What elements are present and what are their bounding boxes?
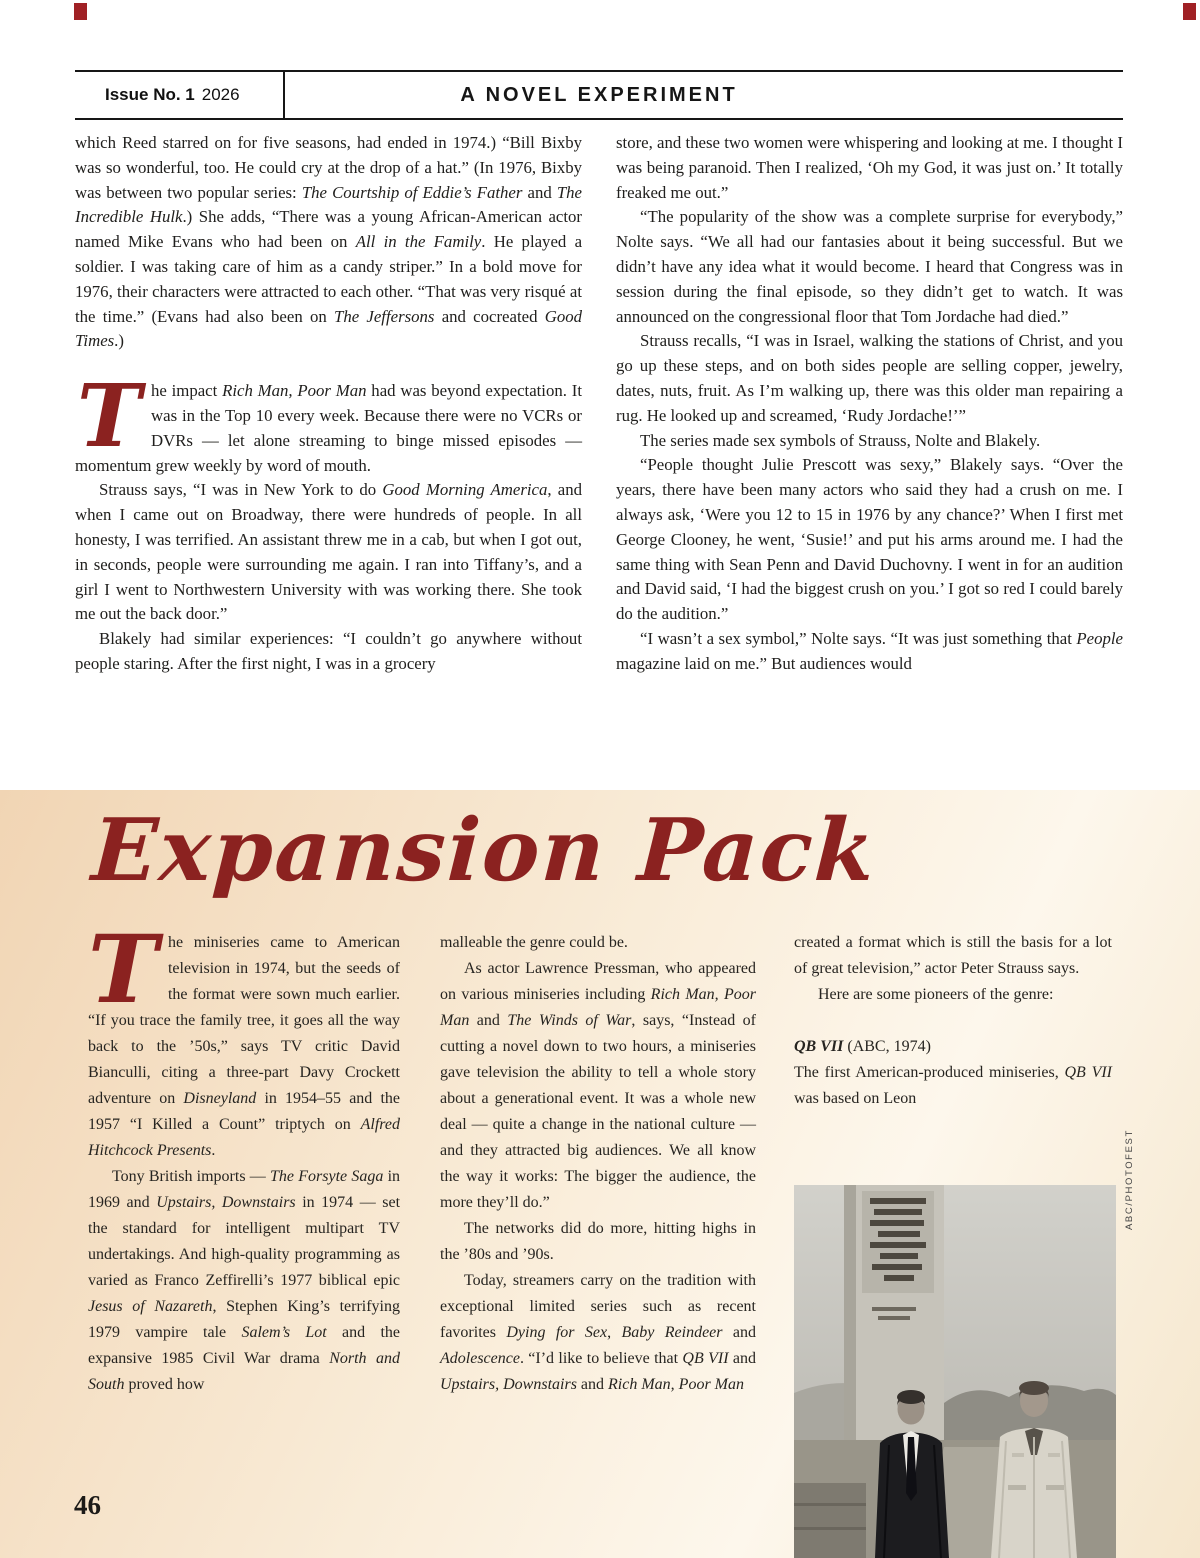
page-number: 46 xyxy=(74,1490,101,1520)
paragraph: “I wasn’t a sex symbol,” Nolte says. “It was just something that People magazine laid on me.” But audiences would xyxy=(616,628,1123,673)
paragraph: “People thought Julie Prescott was sexy,” Blakely says. “Over the years, there have been many actors who said they had a crush on me. I always ask, ‘Were you 12 to 15 in 1976 by any chance?’ When I first met George Clooney, he went, ‘Susie!’ and put his arms around me. I had the same thing with Sean Penn and David Duchovny. I went in for an audition and David said, ‘I had the biggest crush on you.’ I got so red I could barely do the audition.” xyxy=(616,455,1123,624)
section-title: A NOVEL EXPERIMENT xyxy=(460,83,738,106)
paragraph: QB VII (ABC, 1974) xyxy=(794,1038,931,1055)
issue-year: 2026 xyxy=(201,85,240,104)
paragraph: As actor Lawrence Pressman, who appeared on various miniseries including Rich Man, Poor Man and The Winds of War, says, “Instead of cutting a novel down to two hours, a miniseries gave television the ability to tell a whole story about a generational event. It was a whole new deal — quite a change in the national culture — and they attracted big audiences. We all know the way it works: The bigger the audience, the more they’ll do.” xyxy=(440,960,756,1211)
issue-label: Issue No. 1 xyxy=(105,85,195,104)
corner-mark-right xyxy=(1183,3,1196,20)
paragraph: store, and these two women were whispering and looking at me. I thought I was being paranoid. Then I realized, ‘Oh my God, it was just on.’ It totally freaked me out.” xyxy=(616,133,1123,202)
paragraph: Strauss recalls, “I was in Israel, walking the stations of Christ, and you go up these steps, and on both sides people are selling copper, jewelry, dates, nuts, fruit. As I’m walking up, there was this older man repairing a rug. He looked up and screamed, ‘Rudy Jordache!’” xyxy=(616,331,1123,425)
paragraph: Tony British imports — The Forsyte Saga in 1969 and Upstairs, Downstairs in 1974 — set the standard for intelligent multipart TV undertakings. And high-quality programming as varied as Franco Zeffirelli’s 1977 biblical epic Jesus of Nazareth, Stephen King’s terrifying 1979 vampire tale Salem’s Lot and the expansive 1985 Civil War drama North and South proved how xyxy=(88,1168,401,1393)
feature-column-3 xyxy=(794,930,1112,1112)
feature-column-1 xyxy=(88,915,401,1398)
paragraph: Strauss says, “I was in New York to do Good Morning America, and when I came out on Broadway, there were hundreds of people. In all honesty, I was terrified. An assistant threw me in a cab, but when I got out, in seconds, people were surrounding me again. I ran into Tiffany’s, and a girl I went to Northwestern University with was working there. She took me out the back door.” xyxy=(75,480,582,624)
paragraph: The miniseries came to American television in 1974, but the seeds of the format were sown much earlier. “If you trace the family tree, it goes all the way back to the ’50s,” says TV critic David Bianculli, citing a three-part Davy Crockett adventure on Disneyland in 1954–55 and the 1957 “I Killed a Count” triptych on Alfred Hitchcock Presents. xyxy=(88,915,401,1159)
corner-mark-left xyxy=(74,3,87,20)
paragraph: The first American-produced miniseries, QB VII was based on Leon xyxy=(794,1064,1112,1107)
drop-cap: T xyxy=(77,366,141,468)
feature-column-2 xyxy=(440,930,756,1398)
paragraph: The series made sex symbols of Strauss, Nolte and Blakely. xyxy=(640,430,1041,450)
qb-vii-photo xyxy=(794,1185,1116,1558)
paragraph: which Reed starred on for five seasons, had ended in 1974.) “Bill Bixby was so wonderful, too. He could cry at the drop of a hat.” (In 1976, Bixby was between two popular series: The Courtship of Eddie’s Father and The Incredible Hulk.) She adds, “There was a young African-American actor named Mike Evans who had been on All in the Family. He played a soldier. I was taking care of him as a candy striper.” In a bold move for 1976, their characters were attracted to each other. “That was very risqué at the time.” (Evans had also been on The Jeffersons and cocreated Good Times.) xyxy=(75,133,583,351)
paragraph: Today, streamers carry on the tradition with exceptional limited series such as recent favorites Dying for Sex, Baby Reindeer and Adolescence. “I’d like to believe that QB VII and Upstairs, Downstairs and Rich Man, Poor Man xyxy=(440,1272,756,1393)
paragraph: “The popularity of the show was a complete surprise for everybody,” Nolte says. “We all had our fantasies about it being successful. But we didn’t have any idea what it would become. I heard that Congress was in session during the final episode, so they didn’t get to watch. It was announced on the congressional floor that Tom Jordache had died.” xyxy=(616,207,1123,326)
paragraph: Here are some pioneers of the genre: xyxy=(818,986,1054,1003)
paragraph: malleable the genre could be. xyxy=(440,934,628,951)
qb-vii-photo-illustration xyxy=(794,1185,1116,1558)
drop-cap: T xyxy=(88,915,158,1025)
article-column-left xyxy=(75,131,582,677)
paragraph: The impact Rich Man, Poor Man had was beyond expectation. It was in the Top 10 every week. Because there were no VCRs or DVRs — let alone streaming to binge missed episodes — momentum grew weekly by word of mouth. xyxy=(75,366,582,475)
paragraph: The networks did do more, hitting highs in the ’80s and ’90s. xyxy=(440,1220,756,1263)
paragraph: Blakely had similar experiences: “I couldn’t go anywhere without people staring. After the first night, I was in a grocery xyxy=(75,629,582,673)
masthead xyxy=(75,70,1123,120)
article-column-right xyxy=(616,131,1123,677)
paragraph: created a format which is still the basis for a lot of great television,” actor Peter Strauss says. xyxy=(794,934,1112,977)
photo-credit: ABC/PHOTOFEST xyxy=(1124,1129,1135,1230)
feature-title: Expansion Pack xyxy=(89,800,879,901)
